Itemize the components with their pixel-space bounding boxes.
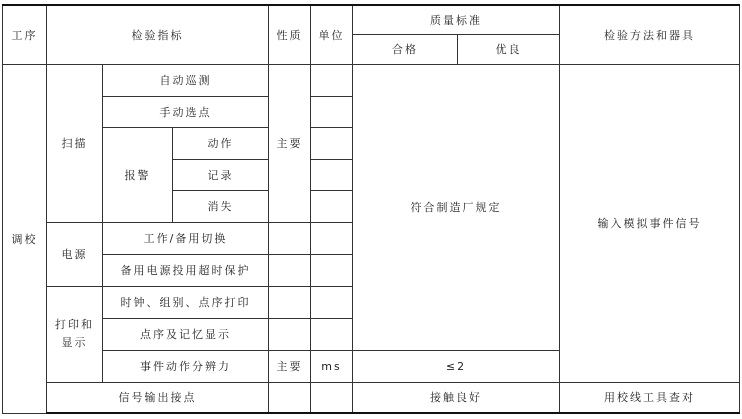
header-excellent: 优良 [458,34,560,64]
header-indicator: 检验指标 [47,5,269,64]
resolution-standard: ≤2 [353,350,560,382]
inspection-table [2,4,740,414]
header-qualified: 合格 [353,34,458,64]
scan-group: 扫描 [47,64,103,222]
nature-cell [269,318,311,350]
header-nature: 性质 [269,5,311,64]
nature-main: 主要 [269,64,311,222]
alarm-record: 记录 [173,159,269,190]
header-unit: 单位 [311,5,353,64]
clock-print: 时钟、组别、点序打印 [103,286,269,318]
power-switch: 工作/备用切换 [103,222,269,254]
resolution-nature: 主要 [269,350,311,382]
print-group: 打印和显示 [47,286,103,382]
process-name: 调校 [3,64,47,413]
signal-output: 信号输出接点 [47,382,269,413]
nature-cell [269,254,311,286]
event-resolution: 事件动作分辨力 [103,350,269,382]
auto-scan: 自动巡测 [103,64,269,96]
unit-cell [311,286,353,318]
power-group: 电源 [47,222,103,286]
contact-good: 接触良好 [353,382,560,413]
signal-method: 用校线工具查对 [560,382,740,413]
unit-cell [311,222,353,254]
alarm-cancel: 消失 [173,190,269,222]
alarm-group: 报警 [103,127,173,222]
header-method: 检验方法和器具 [560,5,740,64]
input-method: 输入模拟事件信号 [560,64,740,382]
power-overtime-protect: 备用电源投用超时保护 [103,254,269,286]
nature-cell [269,222,311,254]
unit-cell [311,382,353,413]
manufacturer-rule: 符合制造厂规定 [353,64,560,350]
unit-cell [311,190,353,222]
header-process: 工序 [3,5,47,64]
unit-cell [311,254,353,286]
header-quality-standard: 质量标准 [353,5,560,34]
unit-cell [311,96,353,127]
nature-cell [269,382,311,413]
unit-cell [311,159,353,190]
manual-select: 手动选点 [103,96,269,127]
sequence-display: 点序及记忆显示 [103,318,269,350]
unit-cell [311,318,353,350]
nature-cell [269,286,311,318]
unit-cell [311,127,353,159]
alarm-action: 动作 [173,127,269,159]
unit-cell [311,64,353,96]
resolution-unit: ms [311,350,353,382]
